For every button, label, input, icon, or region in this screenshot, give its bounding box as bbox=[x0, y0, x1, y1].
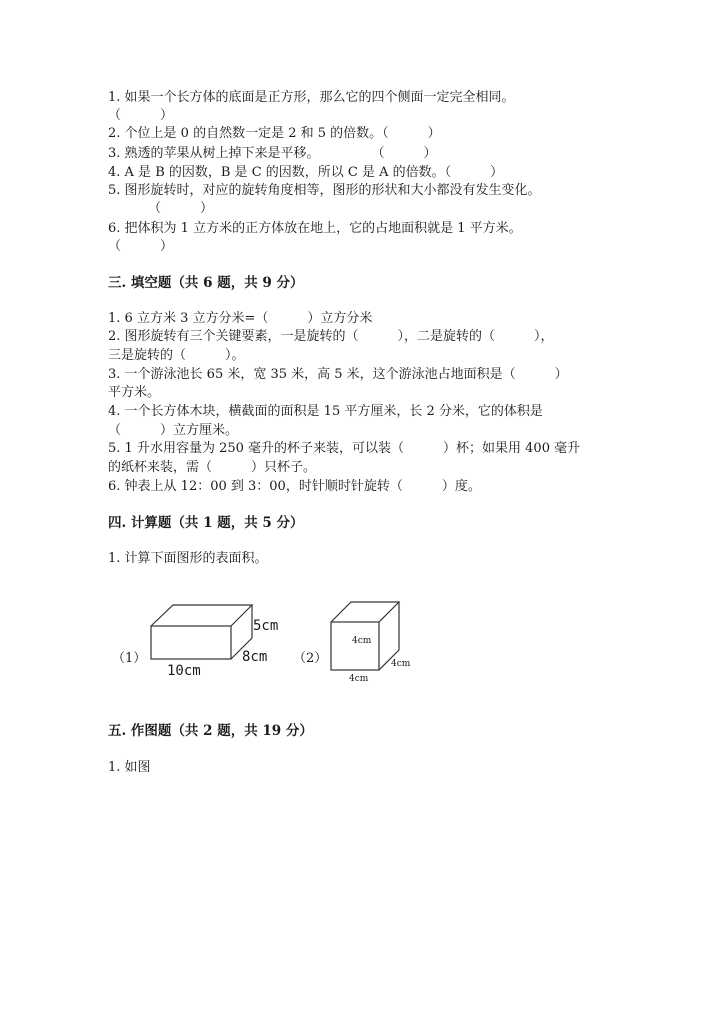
judgment-item-6: 6. 把体积为 1 立方米的正方体放在地上，它的占地面积就是 1 平方米。 bbox=[108, 221, 522, 236]
fill-line-4: 3. 一个游泳池长 65 米，宽 35 米，高 5 米，这个游泳池占地面积是（ ） bbox=[108, 367, 568, 382]
figure-2-label: （2） bbox=[293, 651, 328, 666]
judgment-item-2: 2. 个位上是 0 的自然数一定是 2 和 5 的倍数。（ ） bbox=[108, 126, 441, 141]
figure-1-label: （1） bbox=[112, 651, 147, 666]
fill-line-3: 三是旋转的（ ）。 bbox=[108, 348, 245, 363]
cuboid-length-label: 10cm bbox=[167, 663, 201, 679]
cuboid-width-label: 8cm bbox=[242, 649, 268, 665]
calc-question: 1. 计算下面图形的表面积。 bbox=[108, 551, 268, 566]
fill-line-6: 4. 一个长方体木块，横截面的面积是 15 平方厘米，长 2 分米，它的体积是 bbox=[108, 404, 543, 419]
fill-line-8: 5. 1 升水用容量为 250 毫升的杯子来装，可以装（ ）杯；如果用 400 毫升 bbox=[108, 441, 581, 456]
draw-question: 1. 如图 bbox=[108, 760, 151, 775]
judgment-item-3: 3. 熟透的苹果从树上掉下来是平移。 （ ） bbox=[108, 146, 437, 161]
fill-line-2: 2. 图形旋转有三个关键要素，一是旋转的（ ），二是旋转的（ ）， bbox=[108, 329, 554, 344]
fill-line-10: 6. 钟表上从 12：00 到 3：00，时针顺时针旋转（ ）度。 bbox=[108, 479, 481, 494]
judgment-item-4: 4. A 是 B 的因数，B 是 C 的因数，所以 C 是 A 的倍数。（ ） bbox=[108, 165, 504, 180]
judgment-item-5-answer: （ ） bbox=[148, 201, 214, 216]
cuboid-height-label: 5cm bbox=[253, 618, 279, 634]
fill-heading: 三. 填空题（共 6 题，共 9 分） bbox=[108, 275, 304, 291]
fill-line-5: 平方米。 bbox=[108, 385, 161, 400]
judgment-item-6-answer: （ ） bbox=[108, 239, 174, 254]
judgment-item-1-answer: （ ） bbox=[108, 108, 174, 123]
judgment-item-1: 1. 如果一个长方体的底面是正方形，那么它的四个侧面一定完全相同。 bbox=[108, 90, 515, 105]
fill-line-7: （ ）立方厘米。 bbox=[108, 423, 239, 438]
cube-side-label: 4cm bbox=[391, 659, 411, 669]
calc-heading: 四. 计算题（共 1 题，共 5 分） bbox=[108, 515, 304, 531]
cube-front-label: 4cm bbox=[352, 636, 372, 646]
fill-line-1: 1. 6 立方米 3 立方分米=（ ）立方分米 bbox=[108, 311, 373, 326]
draw-heading: 五. 作图题（共 2 题，共 19 分） bbox=[108, 723, 313, 739]
cube-bottom-label: 4cm bbox=[349, 674, 369, 684]
fill-line-9: 的纸杯来装，需（ ）只杯子。 bbox=[108, 460, 317, 475]
judgment-item-5: 5. 图形旋转时，对应的旋转角度相等，图形的形状和大小都没有发生变化。 bbox=[108, 183, 541, 198]
